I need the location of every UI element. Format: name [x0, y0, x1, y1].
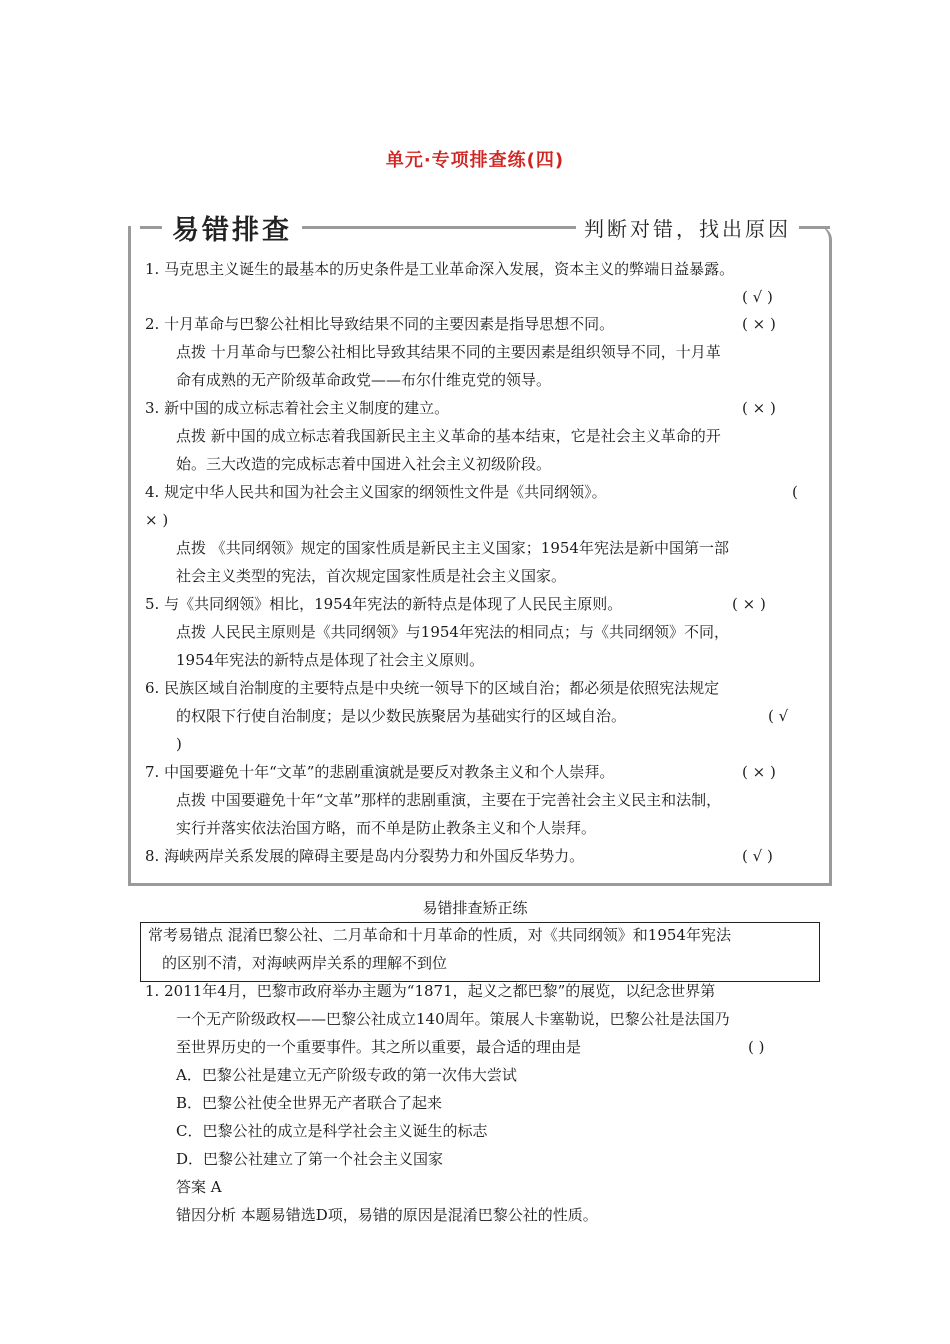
section-heading: 易错排查	[162, 208, 302, 247]
item-8-question: 8. 海峡两岸关系发展的障碍主要是岛内分裂势力和外国反华势力。	[145, 847, 585, 865]
option-a: A．巴黎公社是建立无产阶级专政的第一次伟大尝试	[176, 1066, 517, 1084]
item-2-tip-cont: 命有成熟的无产阶级革命政党——布尔什维克党的领导。	[176, 371, 552, 389]
item-1-question: 1. 马克思主义诞生的最基本的历史条件是工业革命深入发展，资本主义的弊端日益暴露。	[145, 260, 735, 278]
item-5-tip-cont: 1954年宪法的新特点是体现了社会主义原则。	[176, 651, 485, 669]
section-subheading: 判断对错，找出原因	[576, 213, 799, 242]
option-b: B．巴黎公社使全世界无产者联合了起来	[176, 1094, 443, 1112]
page-title: 单元·专项排查练(四)	[385, 150, 565, 171]
item-1-mark: ( √ )	[742, 288, 773, 306]
practice-question-cont-1: 一个无产阶级政权——巴黎公社成立140周年。策展人卡塞勒说，巴黎公社是法国乃	[176, 1010, 730, 1028]
item-4-tip-cont: 社会主义类型的宪法，首次规定国家性质是社会主义国家。	[176, 567, 567, 585]
item-4-mark-open: (	[792, 483, 798, 501]
answer: 答案 A	[176, 1178, 222, 1196]
item-3-question: 3. 新中国的成立标志着社会主义制度的建立。	[145, 399, 450, 417]
item-2-mark: ( × )	[742, 315, 776, 333]
item-7-tip: 点拨 中国要避免十年“文革”那样的悲剧重演，主要在于完善社会主义民主和法制，	[176, 791, 722, 809]
item-7-mark: ( × )	[742, 763, 776, 781]
item-6-question: 6. 民族区域自治制度的主要特点是中央统一领导下的区域自治；都必须是依照宪法规定	[145, 679, 720, 697]
practice-answer-slot: ( )	[748, 1038, 765, 1056]
item-3-tip-cont: 始。三大改造的完成标志着中国进入社会主义初级阶段。	[176, 455, 552, 473]
item-4-question: 4. 规定中华人民共和国为社会主义国家的纲领性文件是《共同纲领》。	[145, 483, 607, 501]
item-2-question: 2. 十月革命与巴黎公社相比导致结果不同的主要因素是指导思想不同。	[145, 315, 615, 333]
item-4-tip: 点拨 《共同纲领》规定的国家性质是新民主主义国家；1954年宪法是新中国第一部	[176, 539, 729, 557]
item-8-mark: ( √ )	[742, 847, 773, 865]
common-error-text-cont: 的区别不清，对海峡两岸关系的理解不到位	[162, 954, 448, 972]
practice-question-cont-2: 至世界历史的一个重要事件。其之所以重要，最合适的理由是	[176, 1038, 582, 1056]
option-d: D．巴黎公社建立了第一个社会主义国家	[176, 1150, 444, 1168]
item-5-tip: 点拨 人民民主原则是《共同纲领》与1954年宪法的相同点；与《共同纲领》不同，	[176, 623, 729, 641]
item-5-question: 5. 与《共同纲领》相比，1954年宪法的新特点是体现了人民民主原则。	[145, 595, 623, 613]
practice-title: 易错排查矫正练	[422, 899, 528, 917]
item-3-mark: ( × )	[742, 399, 776, 417]
common-error-text: 常考易错点 混淆巴黎公社、二月革命和十月革命的性质，对《共同纲领》和1954年宪法	[148, 926, 731, 944]
item-7-tip-cont: 实行并落实依法治国方略，而不单是防止教条主义和个人崇拜。	[176, 819, 597, 837]
item-4-mark-close: × )	[145, 511, 169, 529]
item-5-mark: ( × )	[732, 595, 766, 613]
error-analysis: 错因分析 本题易错选D项，易错的原因是混淆巴黎公社的性质。	[176, 1206, 598, 1224]
item-6-mark-close: )	[176, 735, 182, 753]
item-6-mark-open: ( √	[768, 707, 789, 725]
item-2-tip: 点拨 十月革命与巴黎公社相比导致其结果不同的主要因素是组织领导不同，十月革	[176, 343, 721, 361]
item-3-tip: 点拨 新中国的成立标志着我国新民主主义革命的基本结束，它是社会主义革命的开	[176, 427, 721, 445]
practice-question: 1. 2011年4月，巴黎市政府举办主题为“1871，起义之都巴黎”的展览，以纪念世界第	[145, 982, 716, 1000]
item-7-question: 7. 中国要避免十年“文革”的悲剧重演就是要反对教条主义和个人崇拜。	[145, 763, 615, 781]
option-c: C．巴黎公社的成立是科学社会主义诞生的标志	[176, 1122, 488, 1140]
item-6-question-cont: 的权限下行使自治制度；是以少数民族聚居为基础实行的区域自治。	[176, 707, 627, 725]
